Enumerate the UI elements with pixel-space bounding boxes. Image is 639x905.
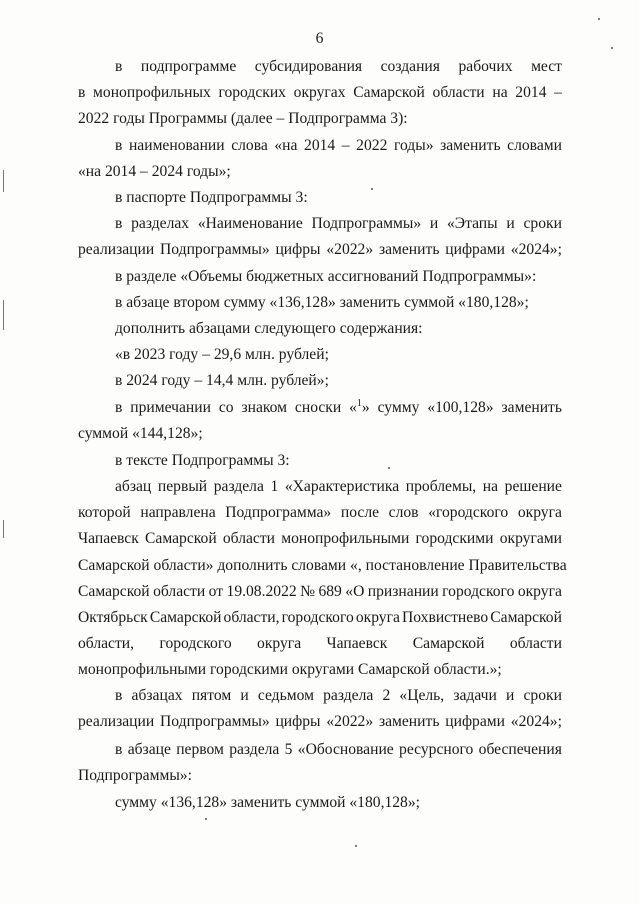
word: ресурсного [399,741,474,758]
word: и [429,215,439,232]
word: округа [257,635,302,652]
word: Чапаевск [78,530,139,547]
text-line-22 [78,608,562,628]
word: городского [442,583,515,600]
word: первый [157,478,208,495]
word: в [115,215,123,232]
word: слова [231,137,268,154]
text-line-2 [78,83,562,103]
word: направлена [140,504,216,521]
word: «100,128» [427,399,494,416]
word: в [115,741,123,758]
word: «городского [428,504,509,521]
text-line-21 [78,582,562,602]
word: на [482,478,499,495]
word: «2022» [326,713,374,730]
text-line-18 [78,503,562,523]
word: «Наименование [197,215,303,232]
word: монопрофильными [281,530,410,547]
text-line-15: суммой «144,128»; [78,425,203,442]
word: Самарской [78,583,150,600]
word: области [222,530,276,547]
word: Самарской [412,635,485,652]
word: 2 [382,687,391,704]
word: округа [517,583,562,600]
word: мест [531,58,562,75]
footnote-sign: «$^1$» [349,398,370,416]
word: городского [159,635,232,652]
word: реализации [78,713,155,730]
word: Самарской [145,530,217,547]
text-line-6: в паспорте Подпрограммы 3: [115,189,308,206]
text-line-16: в тексте Подпрограммы 3: [115,452,290,469]
word: 19.08.2022 [226,583,297,600]
word: Похвистнево [401,609,489,626]
word: решение [504,478,562,495]
word: от [208,583,224,600]
text-line-20: Самарской области» дополнить словами «, постановление Правительства [78,557,567,574]
word: «Характеристика [284,478,400,495]
word: сроки [523,687,562,704]
scan-speck [355,845,357,847]
word: седьмом [257,687,314,704]
text-line-13: в 2024 году – 14,4 млн. рублей»; [115,372,329,389]
word: раздела [323,687,374,704]
text-line-1 [115,57,562,77]
word: реализации [78,241,155,258]
word: сроки [523,215,562,232]
word: раздела [213,478,264,495]
word: «2024»; [510,241,562,258]
text-line-14 [115,398,562,418]
word: заменить [501,399,562,416]
word: округа [355,609,400,626]
word: заменить [378,241,440,258]
word: 2014 [515,84,547,101]
word: создания [380,58,440,75]
word: «на [274,137,298,154]
text-line-8 [78,240,562,260]
word: наименовании [128,137,225,154]
word: № [300,583,316,600]
word: «Цель, [399,687,445,704]
word: области [432,84,485,101]
footnote-superscript: 1 [356,398,362,409]
word: абзацах [131,687,183,704]
word: Подпрограмма» [225,504,332,521]
word: «Обоснование [297,741,394,758]
word: заменить [440,137,501,154]
word: Октябрьск [78,609,148,626]
word: в [115,137,123,154]
text-line-4 [115,136,562,156]
word: области [509,635,562,652]
word: Подпрограммы» [160,241,270,258]
word: цифры [275,713,321,730]
word: заменить [378,713,440,730]
scan-edge-mark [3,300,4,330]
word: монопрофильных [93,84,211,101]
text-line-10: в абзаце втором сумму «136,128» заменить суммой «180,128»; [115,294,529,311]
scan-edge-mark [3,170,4,192]
text-line-7 [115,214,562,234]
word: 2022 [356,137,388,154]
word: и [506,215,515,232]
word: первом [176,741,224,758]
page-number: 6 [315,30,324,47]
word: области, [78,635,135,652]
word: Самарской [149,609,222,626]
word: знаком [241,399,288,416]
word: цифрами [445,241,505,258]
word: городских [218,84,286,101]
word: задачи [453,687,497,704]
word: которой [78,504,131,521]
word: цифрами [445,713,505,730]
word: Самарской [353,84,425,101]
word: разделах [131,215,190,232]
word: «2022» [326,241,374,258]
word: Подпрограммы» [311,215,422,232]
word: городскими [415,530,494,547]
word: Чапаевск [326,635,388,652]
text-line-28: Подпрограммы»: [78,767,192,784]
scan-speck [205,818,207,820]
word: в [115,399,123,416]
word: абзаце [127,741,171,758]
word: – [341,137,350,154]
text-line-19 [78,529,562,549]
text-line-26 [78,712,562,732]
scan-speck [611,47,613,49]
word: словами [507,137,562,154]
word: округах [293,84,346,101]
text-line-25 [115,686,562,706]
scan-speck [388,467,390,469]
word: годы» [393,137,434,154]
word: цифры [275,241,321,258]
text-line-12: «в 2023 году – 29,6 млн. рублей; [115,346,329,363]
word: 5 [284,741,293,758]
word: «Этапы [447,215,498,232]
text-line-5: «на 2014 – 2024 годы»; [78,163,231,180]
word: на [492,84,508,101]
word: и [240,687,249,704]
word: подпрограмме [140,58,237,75]
word: в [78,84,86,101]
word: «2024»; [510,713,562,730]
word: признании [367,583,439,600]
text-line-17 [115,477,562,497]
text-line-3: 2022 годы Программы (далее – Подпрограмма 3): [78,110,408,127]
word: проблемы, [405,478,477,495]
word: 1 [270,478,279,495]
scan-speck [371,188,373,190]
word: 689 [318,583,342,600]
word: рабочих [458,58,513,75]
word: после [340,504,380,521]
word: пятом [191,687,232,704]
word: Самарской [490,609,562,626]
word: Подпрограммы» [160,713,270,730]
word: в [115,687,123,704]
text-line-23 [78,634,562,654]
word: субсидирования [254,58,363,75]
text-line-11: дополнить абзацами следующего содержания: [115,320,423,337]
text-line-27 [115,740,562,760]
word: округами [499,530,562,547]
word: области [153,583,206,600]
word: округа [517,504,562,521]
word: и [505,687,515,704]
word: – [554,84,562,101]
text-line-9: в разделе «Объемы бюджетных ассигнований Подпрограммы»: [115,268,537,285]
word: примечании [130,399,211,416]
word: слов [388,504,419,521]
word: со [218,399,234,416]
word: абзац [115,478,152,495]
text-line-29: сумму «136,128» заменить суммой «180,128»; [115,794,420,811]
text-line-24: монопрофильными городскими округами Самарской области.»; [78,661,502,678]
word: раздела [229,741,280,758]
word: «О [345,583,365,600]
word: городского [281,609,354,626]
word: сноски [294,399,342,416]
word: в [115,58,123,75]
word: области, [223,609,280,626]
scan-speck [598,18,600,20]
word: 2014 [304,137,336,154]
scan-edge-mark [3,520,4,538]
word: сумму [377,399,420,416]
word: обеспечения [478,741,562,758]
